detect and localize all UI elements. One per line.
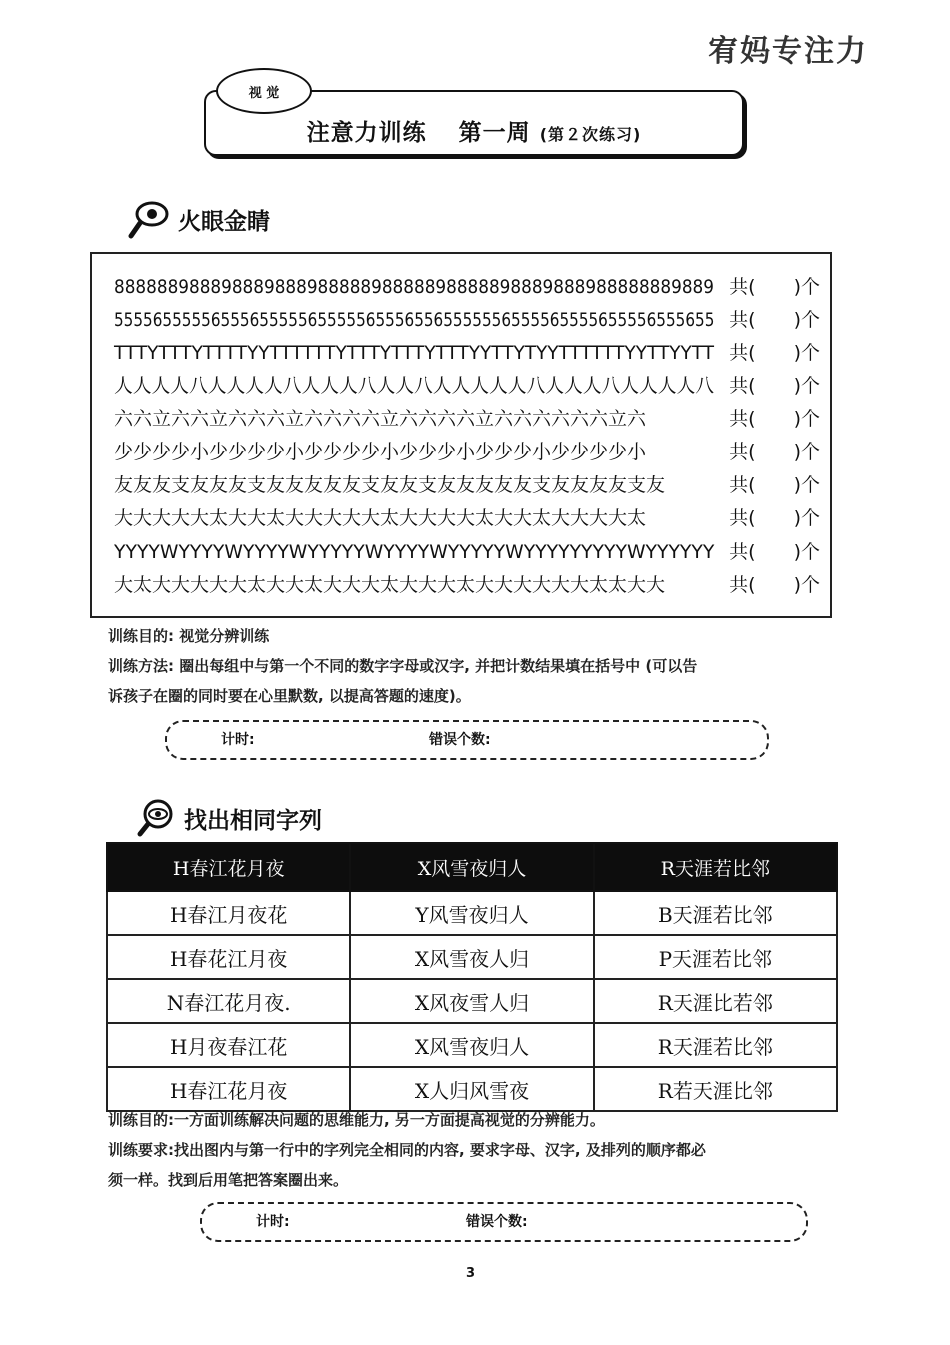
table-cell[interactable]: H春江月夜花: [107, 891, 350, 935]
table-row: [107, 1067, 837, 1111]
table-header-row: [107, 843, 837, 891]
training-requirement-cont: 须一样。找到后用笔把答案圈出来。: [108, 1171, 349, 1189]
sequence-box: [90, 252, 832, 618]
table-cell[interactable]: X风雪夜归人: [350, 1023, 593, 1067]
sequence-row: [114, 338, 820, 368]
page-number: 3: [466, 1266, 476, 1281]
sequence-text: 人人人人八人人人人八人人人八人人八人人人人人八人人人八人人人人八: [114, 375, 715, 397]
count-blank[interactable]: 共( )个: [729, 474, 820, 496]
table-row: [107, 935, 837, 979]
session-label: (第２次练习): [539, 125, 642, 144]
section1-title: 火眼金睛: [178, 208, 270, 235]
count-blank[interactable]: 共( )个: [729, 574, 820, 596]
sequence-row: [114, 272, 820, 302]
sequence-text: 88888898889888988898888898888898888898889888988888889889: [114, 276, 714, 298]
count-blank[interactable]: 共( )个: [729, 309, 820, 331]
sequence-row: [114, 404, 820, 434]
timer-box: [165, 720, 769, 760]
sequence-row: [114, 503, 820, 533]
table-cell[interactable]: R天涯比若邻: [594, 979, 837, 1023]
sequence-text: 少少少少小少少少少小少少少少小少少少小少少少小少少少少小: [114, 441, 647, 463]
count-blank[interactable]: 共( )个: [729, 276, 820, 298]
count-blank[interactable]: 共( )个: [729, 541, 820, 563]
sequence-text: TTTYTTTYTTTTYYTTTTTTYTTTYTTTYTTTYYTTYTYYTTTTTTYYTTYYTT: [114, 342, 715, 364]
table-cell[interactable]: P天涯若比邻: [594, 935, 837, 979]
sequence-row: [114, 371, 820, 401]
training-purpose: 训练目的: 视觉分辨训练: [108, 627, 270, 645]
magnifier-eye-icon: [136, 798, 176, 838]
sequence-row: [114, 305, 820, 335]
match-table: [106, 842, 838, 1112]
sequence-text: 55556555556555655555655555655565565555556555565555655556555655: [114, 309, 715, 331]
training-requirement: 训练要求:找出图内与第一行中的字列完全相同的内容, 要求字母、汉字, 及排列的顺序都必: [108, 1141, 706, 1159]
table-cell[interactable]: X风夜雪人归: [350, 979, 593, 1023]
table-row: [107, 891, 837, 935]
count-blank[interactable]: 共( )个: [729, 408, 820, 430]
count-blank[interactable]: 共( )个: [729, 375, 820, 397]
table-cell[interactable]: R若天涯比邻: [594, 1067, 837, 1111]
table-row: [107, 1023, 837, 1067]
section2-title: 找出相同字列: [184, 807, 322, 834]
count-blank[interactable]: 共( )个: [729, 342, 820, 364]
table-cell[interactable]: R天涯若比邻: [594, 1023, 837, 1067]
table-cell[interactable]: B天涯若比邻: [594, 891, 837, 935]
sequence-row: [114, 570, 820, 600]
table-cell[interactable]: N春江花月夜.: [107, 979, 350, 1023]
table-cell[interactable]: X风雪夜人归: [350, 935, 593, 979]
table-row: [107, 979, 837, 1023]
week-label: 第一周: [458, 120, 531, 146]
section1-heading: [128, 198, 270, 240]
sequence-text: YYYYWYYYYWYYYYWYYYYYWYYYYWYYYYYWYYYYYYYYYWYYYYYY: [114, 541, 715, 563]
sequence-text: 六六立六六立六六六立六六六六立六六六六立六六六六六六立六: [114, 408, 647, 430]
training-purpose-2: 训练目的:一方面训练解决问题的思维能力, 另一方面提高视觉的分辨能力。: [108, 1111, 605, 1129]
page-title: [206, 114, 742, 147]
sequence-row: [114, 470, 820, 500]
training-method-cont: 诉孩子在圈的同时要在心里默数, 以提高答题的速度)。: [108, 687, 471, 705]
table-cell[interactable]: H春花江月夜: [107, 935, 350, 979]
sequence-row: [114, 537, 820, 567]
table-cell[interactable]: H春江花月夜: [107, 1067, 350, 1111]
timer-label[interactable]: 计时:: [256, 1214, 290, 1230]
column-header: H春江花月夜: [107, 843, 350, 891]
section2-heading: [136, 798, 322, 838]
magnifier-eye-icon: [128, 198, 170, 240]
column-header: X风雪夜归人: [350, 843, 593, 891]
errors-label[interactable]: 错误个数:: [466, 1214, 528, 1230]
table-cell[interactable]: X人归风雪夜: [350, 1067, 593, 1111]
banner-tag: 视 觉: [216, 68, 312, 114]
sequence-text: 大大大大大太大大太大大大大大太大大大大太大大太大大大大太: [114, 507, 647, 529]
watermark: 宥妈专注力: [708, 34, 868, 69]
timer-box-2: [200, 1202, 808, 1242]
timer-label[interactable]: 计时:: [221, 732, 255, 748]
training-title: 注意力训练: [306, 120, 427, 146]
count-blank[interactable]: 共( )个: [729, 507, 820, 529]
table-cell[interactable]: H月夜春江花: [107, 1023, 350, 1067]
sequence-text: 友友友支友友友支友友友友友支友友支友友友友友支友友友友支友: [114, 474, 666, 496]
errors-label[interactable]: 错误个数:: [429, 732, 491, 748]
training-method: 训练方法: 圈出每组中与第一个不同的数字字母或汉字, 并把计数结果填在括号中 (可以告: [108, 657, 698, 675]
column-header: R天涯若比邻: [594, 843, 837, 891]
sequence-row: [114, 437, 820, 467]
count-blank[interactable]: 共( )个: [729, 441, 820, 463]
table-cell[interactable]: Y风雪夜归人: [350, 891, 593, 935]
sequence-text: 大太大大大大大太大大太大大大太大大大太大大大大大大太太大大: [114, 574, 666, 596]
